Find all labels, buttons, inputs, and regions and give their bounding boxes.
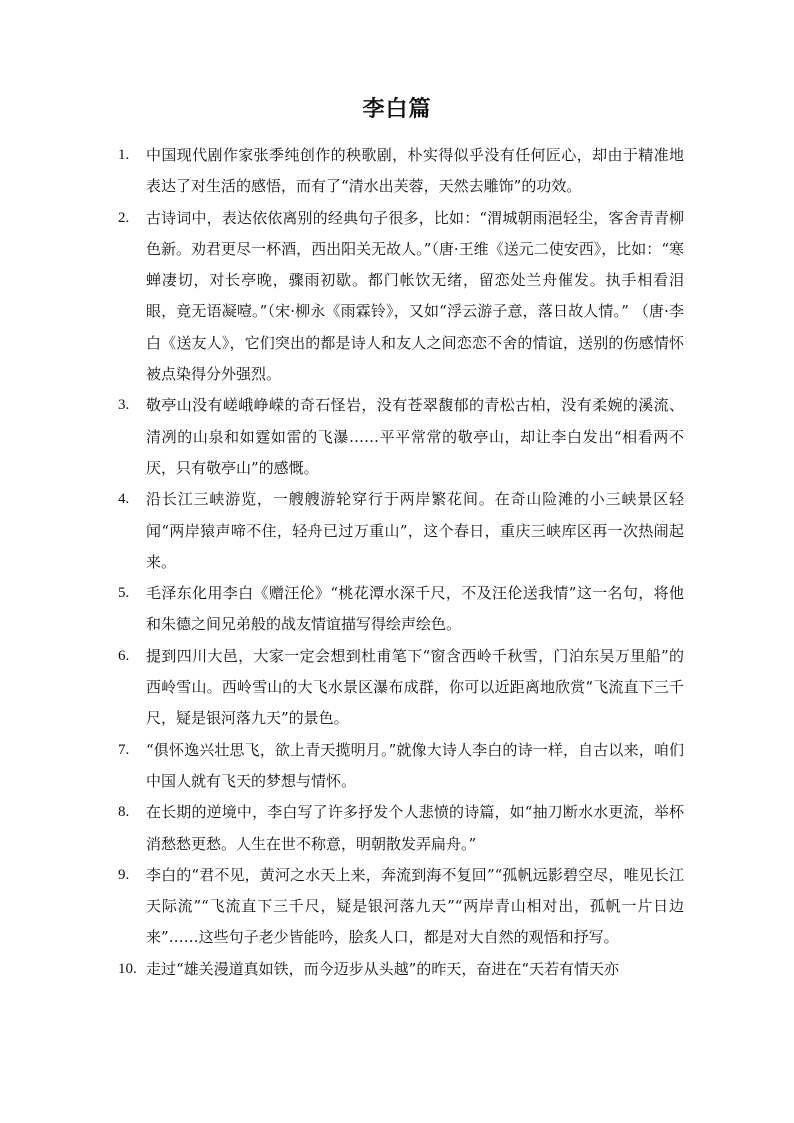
list-item xyxy=(118,390,684,484)
item-number: 2. xyxy=(118,209,130,226)
list-item xyxy=(118,954,684,985)
item-number: 3. xyxy=(118,397,130,414)
item-text: 毛泽东化用李白《赠汪伦》“桃花潭水深千尺，不及汪伦送我情”这一名句，将他和朱德之间兄弟般的战友情谊描写得绘声绘色。 xyxy=(146,584,684,634)
list-item xyxy=(118,140,684,203)
list-item xyxy=(118,578,684,641)
item-number: 5. xyxy=(118,585,130,602)
item-number: 4. xyxy=(118,491,130,508)
list-item xyxy=(118,203,684,391)
list-item xyxy=(118,641,684,735)
item-number: 10. xyxy=(118,960,137,977)
item-text: 古诗词中，表达依依离别的经典句子很多，比如：“渭城朝雨浥轻尘，客舍青青柳色新。劝君更尽一杯酒，西出阳关无故人。”（唐·王维《送元二使安西》，比如：“寒蝉凄切，对长亭晚，骤雨初歇。都门帐饮无绪，留恋处兰舟催发。执手相看泪眼，竟无语凝噎。”（宋·柳永《雨霖铃》，又如“浮云游子意，落日故人情。” （唐·李白《送友人》，它们突出的都是诗人和友人之间恋恋不舍的情谊，送别的伤感情怀被点染得分外强烈。 xyxy=(146,208,684,384)
item-text: 提到四川大邑，大家一定会想到杜甫笔下“窗含西岭千秋雪，门泊东吴万里船”的西岭雪山。西岭雪山的大飞水景区瀑布成群，你可以近距离地欣赏“飞流直下三千尺，疑是银河落九天”的景色。 xyxy=(146,646,684,728)
item-text: 走过“雄关漫道真如铁，而今迈步从头越”的昨天，奋进在“天若有情天亦 xyxy=(146,959,620,978)
item-text: 敬亭山没有嵯峨峥嵘的奇石怪岩，没有苍翠馥郁的青松古柏，没有柔婉的溪流、清冽的山泉和如霆如雷的飞瀑……平平常常的敬亭山，却让李白发出“相看两不厌，只有敬亭山”的感慨。 xyxy=(146,396,684,477)
item-text: 中国现代剧作家张季纯创作的秧歌剧，朴实得似乎没有任何匠心，却由于精准地表达了对生活的感悟，而有了“清水出芙蓉，天然去雕饰”的功效。 xyxy=(146,146,684,196)
page-title: 李白篇 xyxy=(362,97,432,122)
list-item xyxy=(118,860,684,954)
item-number: 6. xyxy=(118,647,130,664)
list-item xyxy=(118,797,684,860)
list-item xyxy=(118,484,684,578)
numbered-list xyxy=(118,140,684,985)
item-number: 1. xyxy=(118,147,130,163)
item-text: “俱怀逸兴壮思飞，欲上青天揽明月。”就像大诗人李白的诗一样，自古以来，咱们中国人就有飞天的梦想与情怀。 xyxy=(146,740,684,790)
list-item xyxy=(118,735,684,798)
item-number: 8. xyxy=(118,804,130,821)
item-text: 在长期的逆境中，李白写了许多抒发个人悲愤的诗篇，如“抽刀断水水更流，举杯消愁愁更愁。人生在世不称意，明朝散发弄扁舟。” xyxy=(146,803,684,853)
item-number: 9. xyxy=(118,866,130,883)
item-number: 7. xyxy=(118,741,130,758)
item-text: 李白的“君不见，黄河之水天上来，奔流到海不复回”“孤帆远影碧空尽，唯见长江天际流”“飞流直下三千尺，疑是银河落九天”“两岸青山相对出，孤帆一片日边来”……这些句子老少皆能吟，脍炙人口，都是对大自然的观悟和抒写。 xyxy=(146,865,684,947)
item-text: 沿长江三峡游览，一艘艘游轮穿行于两岸繁花间。在奇山险滩的小三峡景区轻闻“两岸猿声啼不住，轻舟已过万重山”，这个春日，重庆三峡库区再一次热闹起来。 xyxy=(146,490,684,571)
